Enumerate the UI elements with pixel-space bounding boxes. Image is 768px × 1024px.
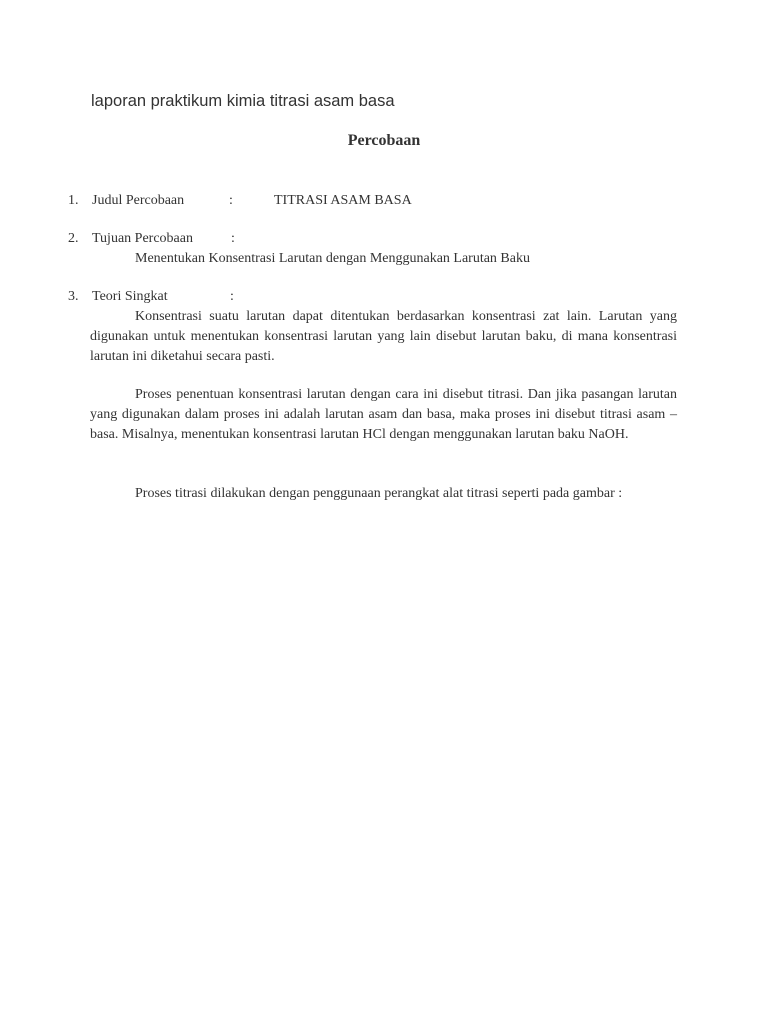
item-label: Tujuan Percobaan xyxy=(92,231,193,246)
body-paragraph: Proses penentuan konsentrasi larutan dengan cara ini disebut titrasi. Dan jika pasangan larutan yang digunakan dalam proses ini adalah larutan asam dan basa, maka proses ini disebut titrasi asam – basa. Misalnya, menentukan konsentrasi larutan HCl dengan menggunakan larutan baku NaOH. xyxy=(90,387,677,442)
body-paragraph: Konsentrasi suatu larutan dapat ditentukan berdasarkan konsentrasi zat lain. Larutan yang digunakan untuk menentukan konsentrasi larutan yang lain disebut larutan baku, di mana konsentrasi larutan ini diketahui secara pasti. xyxy=(90,309,677,364)
item-number: 1. xyxy=(68,193,79,208)
item-colon: : xyxy=(229,193,233,208)
item-colon: : xyxy=(231,231,235,246)
section-heading: Percobaan xyxy=(347,132,421,149)
item-value: Menentukan Konsentrasi Larutan dengan Menggunakan Larutan Baku xyxy=(135,251,530,266)
body-paragraph: Proses titrasi dilakukan dengan penggunaan perangkat alat titrasi seperti pada gambar : xyxy=(135,486,623,501)
page-title: laporan praktikum kimia titrasi asam basa xyxy=(91,92,395,110)
item-number: 3. xyxy=(68,289,79,304)
item-value: TITRASI ASAM BASA xyxy=(274,193,412,208)
item-label: Judul Percobaan xyxy=(92,193,185,208)
item-label: Teori Singkat xyxy=(92,289,168,304)
item-colon: : xyxy=(230,289,234,304)
item-number: 2. xyxy=(68,231,79,246)
